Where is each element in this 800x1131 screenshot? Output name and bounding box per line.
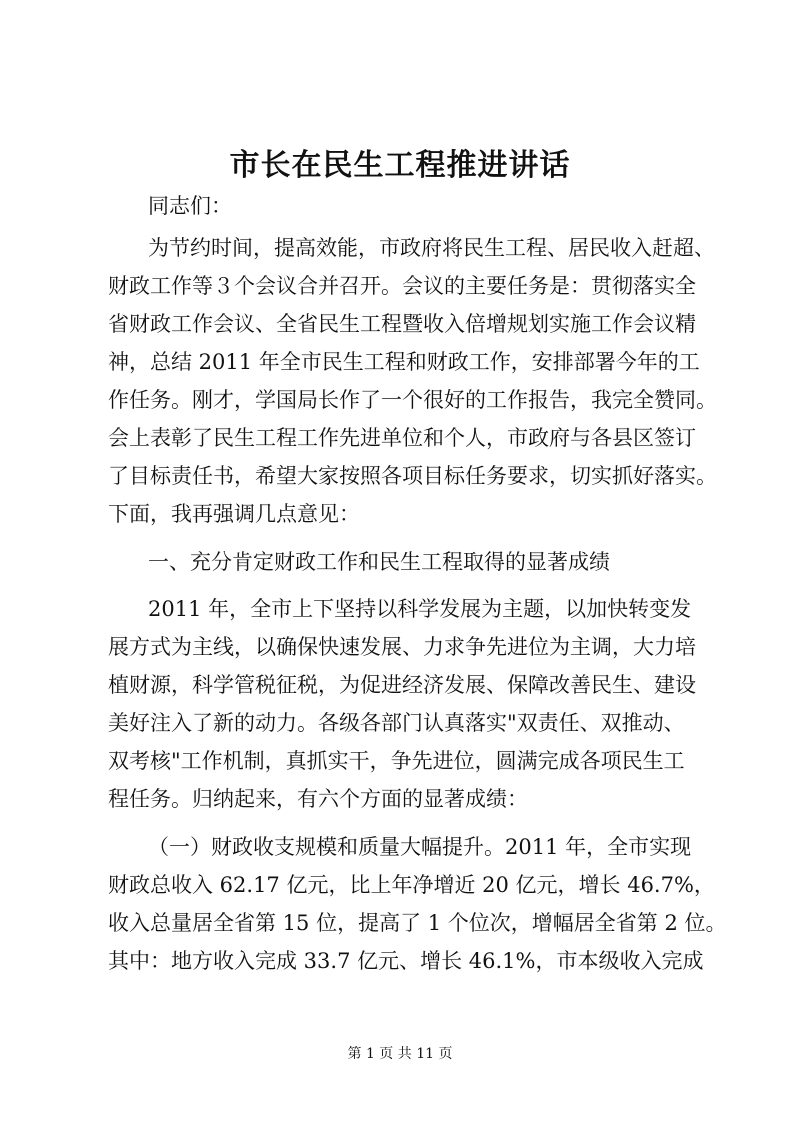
paragraph-line: 美好注入了新的动力。各级各部门认真落实"双责任、双推动、 [108, 711, 685, 735]
paragraph-line: 为节约时间，提高效能，市政府将民生工程、居民收入赶超、 [148, 236, 715, 260]
paragraph-line: 会上表彰了民生工程工作先进单位和个人，市政府与各县区签订 [108, 426, 696, 450]
paragraph-line: 植财源，科学管税征税，为促进经济发展、保障改善民生、建设 [108, 673, 696, 697]
paragraph-line: 了目标责任书，希望大家按照各项目标任务要求，切实抓好落实。 [108, 464, 717, 488]
paragraph-line: 省财政工作会议、全省民生工程暨收入倍增规划实施工作会议精 [108, 312, 696, 336]
paragraph-line: 收入总量居全省第 15 位，提高了 1 个位次，增幅居全省第 2 位。 [108, 911, 727, 935]
paragraph-line: 双考核"工作机制，真抓实干，争先进位，圆满完成各项民生工 [108, 749, 685, 773]
section-heading: 一、充分肯定财政工作和民生工程取得的显著成绩 [148, 550, 610, 574]
paragraph-line: 神，总结 2011 年全市民生工程和财政工作，安排部署今年的工 [108, 350, 700, 374]
paragraph-line: （一）财政收支规模和质量大幅提升。2011 年，全市实现 [148, 835, 692, 859]
paragraph-line: 下面，我再强调几点意见： [108, 502, 360, 526]
paragraph-line: 财政工作等３个会议合并召开。会议的主要任务是：贯彻落实全 [108, 274, 696, 298]
paragraph-line: 作任务。刚才，学国局长作了一个很好的工作报告，我完全赞同。 [108, 388, 717, 412]
greeting-line: 同志们： [148, 194, 232, 218]
paragraph-line: 程任务。归纳起来，有六个方面的显著成绩： [108, 787, 528, 811]
paragraph-line: 2011 年，全市上下坚持以科学发展为主题，以加快转变发 [148, 597, 692, 621]
document-title: 市长在民生工程推进讲话 [229, 148, 571, 183]
paragraph-line: 展方式为主线，以确保快速发展、力求争先进位为主调，大力培 [108, 635, 696, 659]
page-number: 第 1 页 共 11 页 [347, 1046, 453, 1062]
paragraph-line: 财政总收入 62.17 亿元，比上年净增近 20 亿元，增长 46.7%， [108, 873, 715, 897]
paragraph-line: 其中：地方收入完成 33.7 亿元、增长 46.1%，市本级收入完成 [108, 949, 704, 973]
